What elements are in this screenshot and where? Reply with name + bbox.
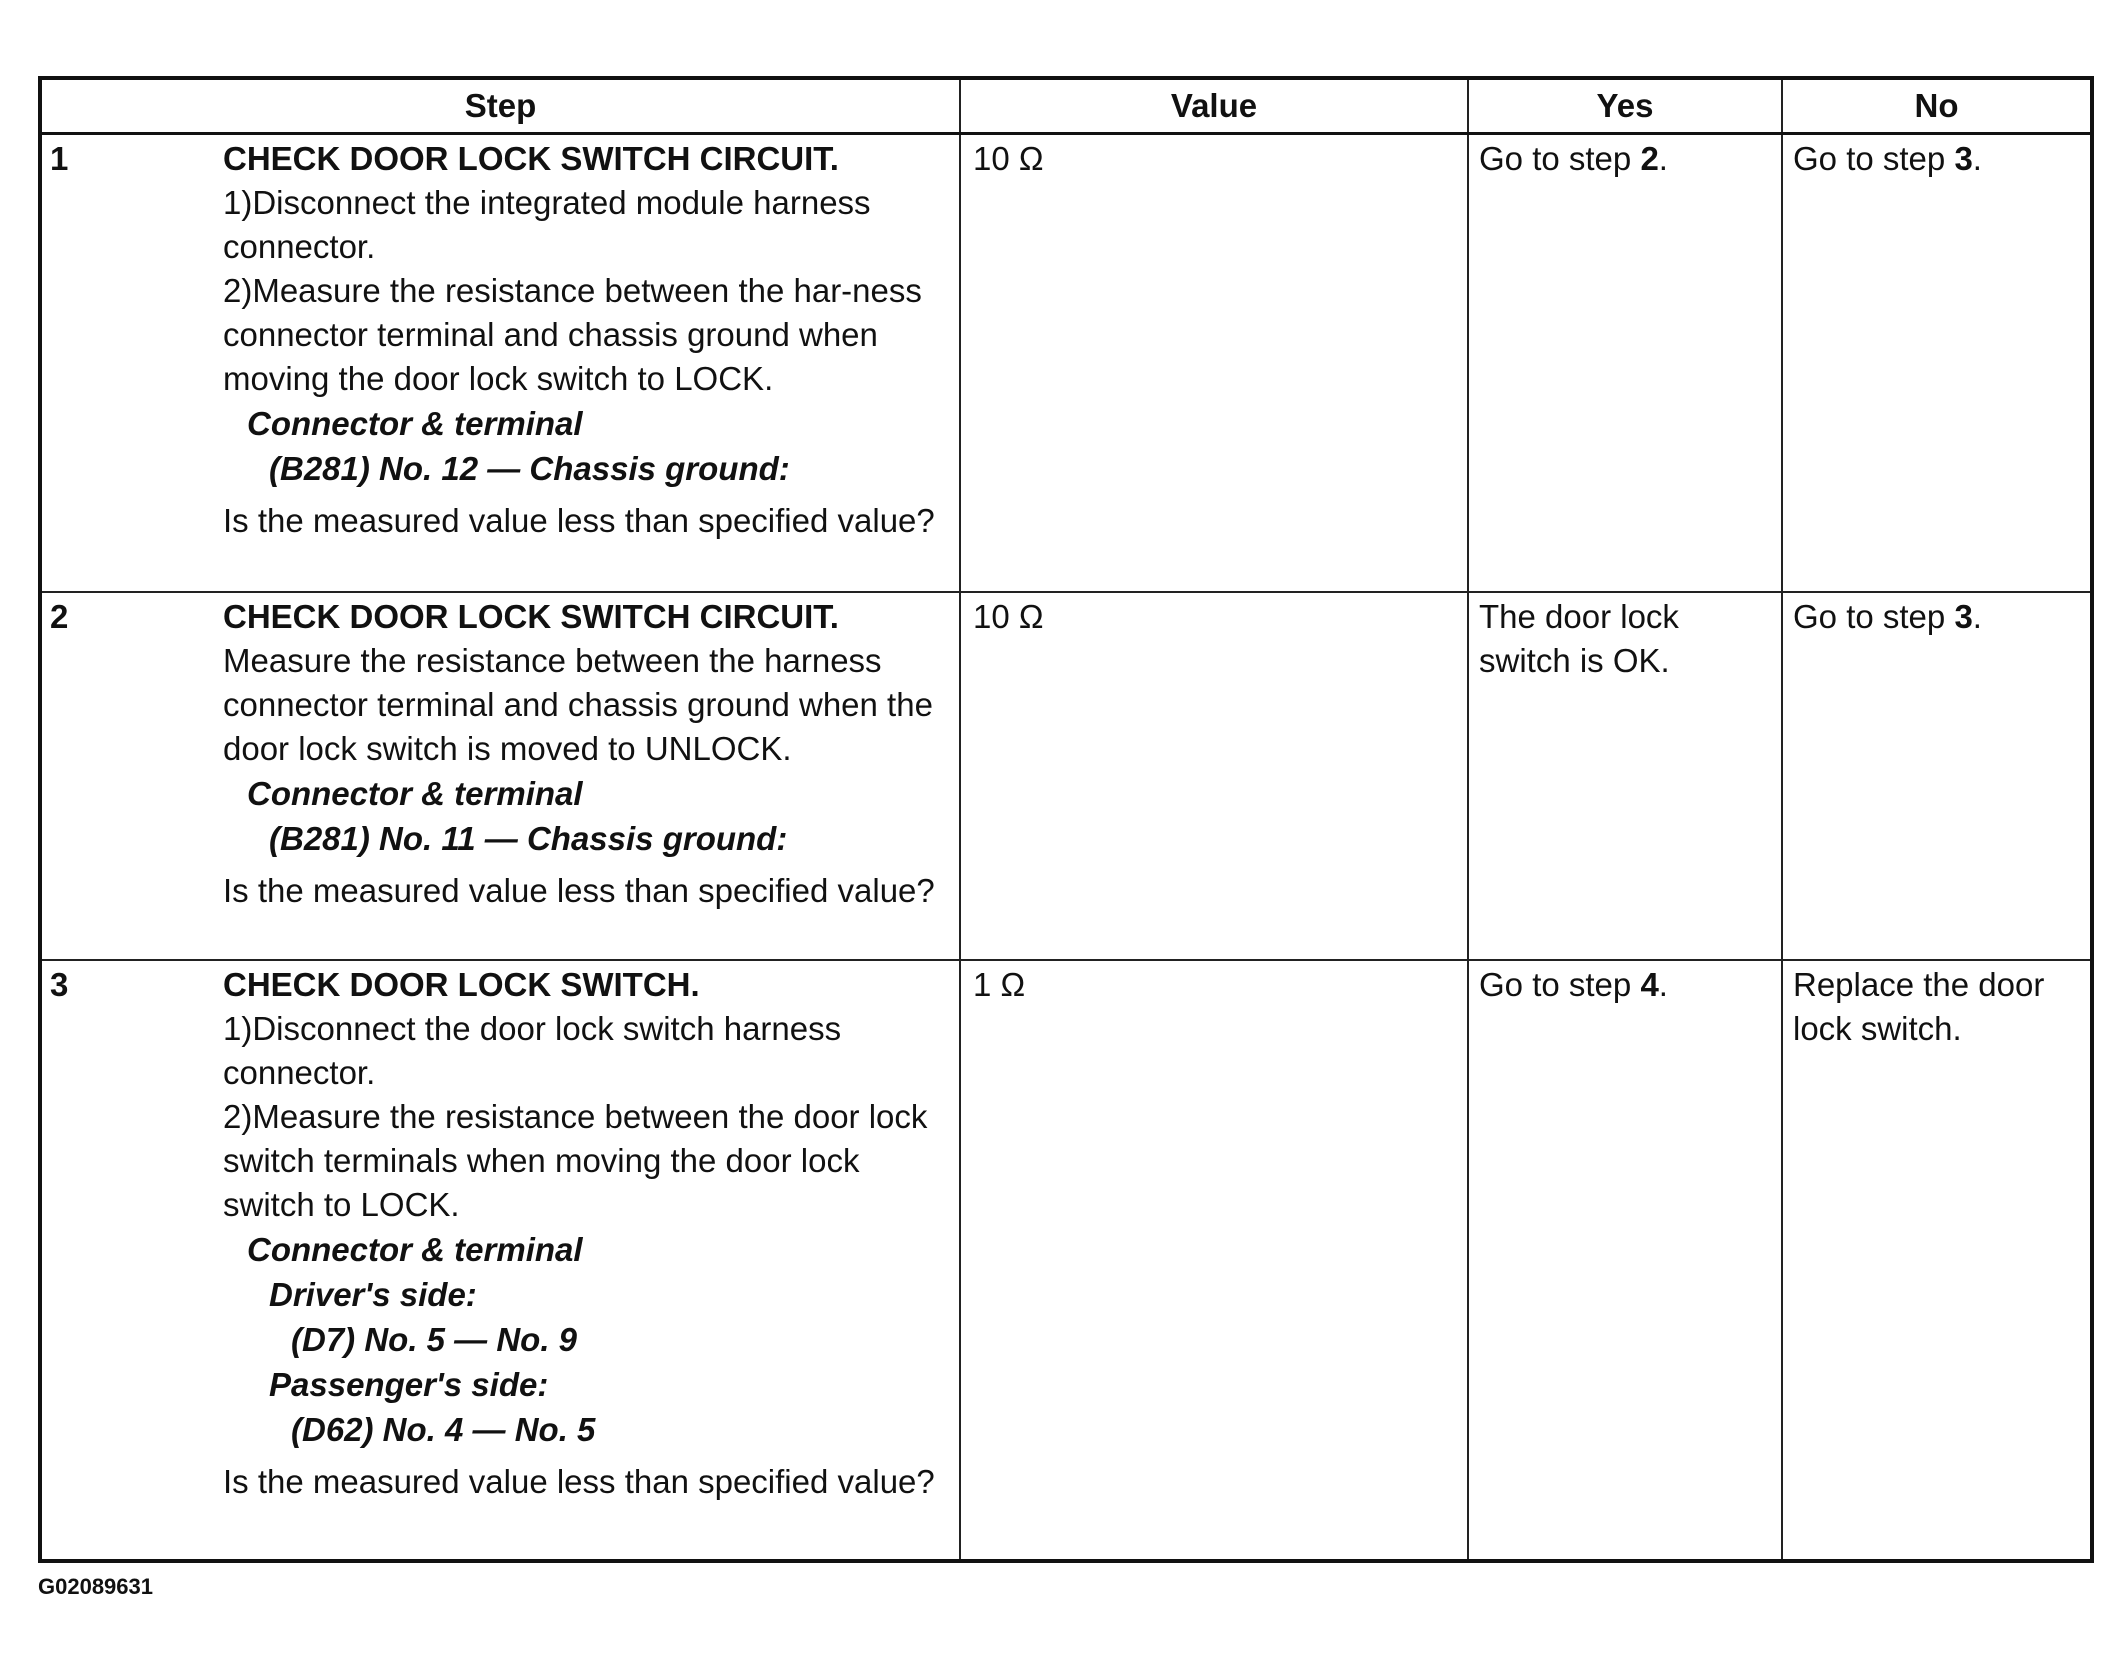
value-cell: 10 Ω [960,134,1468,593]
yes-cell: Go to step 2. [1468,134,1782,593]
step-instruction: 2)Measure the resistance between the door lock switch terminals when moving the door lock switch to LOCK. [223,1098,928,1223]
step-question: Is the measured value less than specified value? [223,502,935,539]
no-cell: Go to step 3. [1782,592,2092,960]
diagnostic-table [38,76,2094,1563]
header-step: Step [40,78,960,134]
yes-text: Go to step [1479,140,1641,177]
step-instruction: 1)Disconnect the integrated module harness connector. [223,184,871,265]
passenger-side-label: Passenger's side: [269,1366,549,1403]
yes-step-number: 4 [1640,966,1659,1003]
connector-label: Connector & terminal [247,775,583,812]
yes-step-number: 2 [1640,140,1659,177]
yes-text: Go to step [1479,966,1641,1003]
no-cell: Replace the door lock switch. [1782,960,2092,1561]
figure-code: G02089631 [38,1574,153,1599]
no-cell: Go to step 3. [1782,134,2092,593]
table-row [40,960,2092,1561]
step-cell [40,592,960,960]
step-instruction: 1)Disconnect the door lock switch harness connector. [223,1010,842,1091]
step-question: Is the measured value less than specified value? [223,872,935,909]
connector-item: (B281) No. 12 — Chassis ground: [269,450,790,487]
step-title: CHECK DOOR LOCK SWITCH CIRCUIT. [223,598,839,635]
step-number: 3 [50,966,69,1003]
header-value: Value [960,78,1468,134]
connector-label: Connector & terminal [247,1231,583,1268]
step-question: Is the measured value less than specified value? [223,1463,935,1500]
passenger-side-item: (D62) No. 4 — No. 5 [291,1411,596,1448]
step-title: CHECK DOOR LOCK SWITCH CIRCUIT. [223,140,839,177]
no-text: Go to step [1793,140,1955,177]
step-instruction: 2)Measure the resistance between the har-ness connector terminal and chassis ground when moving the door lock switch to LOCK. [223,272,922,397]
driver-side-item: (D7) No. 5 — No. 9 [291,1321,578,1358]
value-cell: 10 Ω [960,592,1468,960]
no-text: Go to step [1793,598,1955,635]
driver-side-label: Driver's side: [269,1276,477,1313]
no-step-number: 3 [1954,140,1973,177]
value-cell: 1 Ω [960,960,1468,1561]
table-row [40,592,2092,960]
connector-label: Connector & terminal [247,405,583,442]
header-yes: Yes [1468,78,1782,134]
step-cell [40,960,960,1561]
step-number: 1 [50,140,69,177]
step-cell [40,134,960,593]
table-row [40,134,2092,593]
no-step-number: 3 [1954,598,1973,635]
yes-cell: Go to step 4. [1468,960,1782,1561]
header-row [40,78,2092,134]
step-instruction: Measure the resistance between the harness connector terminal and chassis ground when the door lock switch is moved to UNLOCK. [223,642,933,767]
yes-cell: The door lock switch is OK. [1468,592,1782,960]
step-number: 2 [50,598,69,635]
connector-item: (B281) No. 11 — Chassis ground: [269,820,788,857]
step-title: CHECK DOOR LOCK SWITCH. [223,966,700,1003]
header-no: No [1782,78,2092,134]
